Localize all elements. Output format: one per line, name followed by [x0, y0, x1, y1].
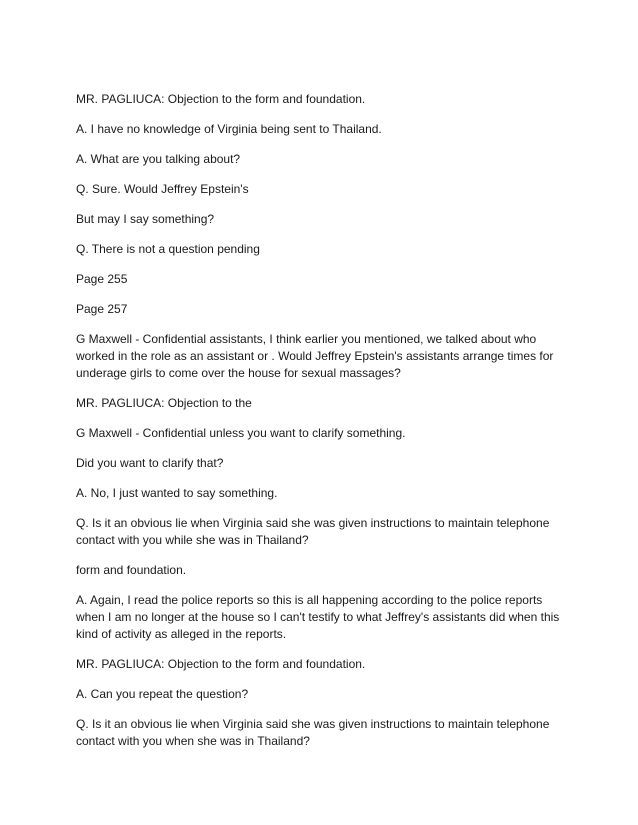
- transcript-paragraph: G Maxwell - Confidential unless you want to clarify something.: [76, 426, 406, 440]
- transcript-paragraph: Q. Is it an obvious lie when Virginia said she was given instructions to maintain telephone contact with you while she was in Thailand?: [76, 516, 550, 547]
- transcript-paragraph: A. No, I just wanted to say something.: [76, 486, 278, 500]
- transcript-paragraph: Did you want to clarify that?: [76, 456, 224, 470]
- page-number-label: Page 257: [76, 302, 128, 316]
- transcript-paragraph: form and foundation.: [76, 563, 187, 577]
- transcript-body: [76, 91, 566, 763]
- transcript-paragraph: Q. There is not a question pending: [76, 242, 260, 256]
- transcript-paragraph: MR. PAGLIUCA: Objection to the: [76, 396, 252, 410]
- transcript-paragraph: A. I have no knowledge of Virginia being sent to Thailand.: [76, 122, 382, 136]
- transcript-paragraph: A. What are you talking about?: [76, 152, 241, 166]
- transcript-paragraph: Q. Is it an obvious lie when Virginia said she was given instructions to maintain telephone contact with you when she was in Thailand?: [76, 717, 550, 748]
- transcript-paragraph: But may I say something?: [76, 212, 215, 226]
- transcript-paragraph: G Maxwell - Confidential assistants, I think earlier you mentioned, we talked about who worked in the role as an assistant or . Would Jeffrey Epstein's assistants arrange times for underage girls to come over the house for sexual massages?: [76, 332, 554, 380]
- transcript-paragraph: Q. Sure. Would Jeffrey Epstein's: [76, 182, 249, 196]
- transcript-paragraph: MR. PAGLIUCA: Objection to the form and foundation.: [76, 657, 366, 671]
- transcript-paragraph: A. Again, I read the police reports so this is all happening according to the police reports when I am no longer at the house so I can't testify to what Jeffrey's assistants did when this kind of activity as alleged in the reports.: [76, 593, 560, 641]
- transcript-paragraph: A. Can you repeat the question?: [76, 687, 249, 701]
- transcript-paragraph: MR. PAGLIUCA: Objection to the form and foundation.: [76, 92, 366, 106]
- page-number-label: Page 255: [76, 272, 128, 286]
